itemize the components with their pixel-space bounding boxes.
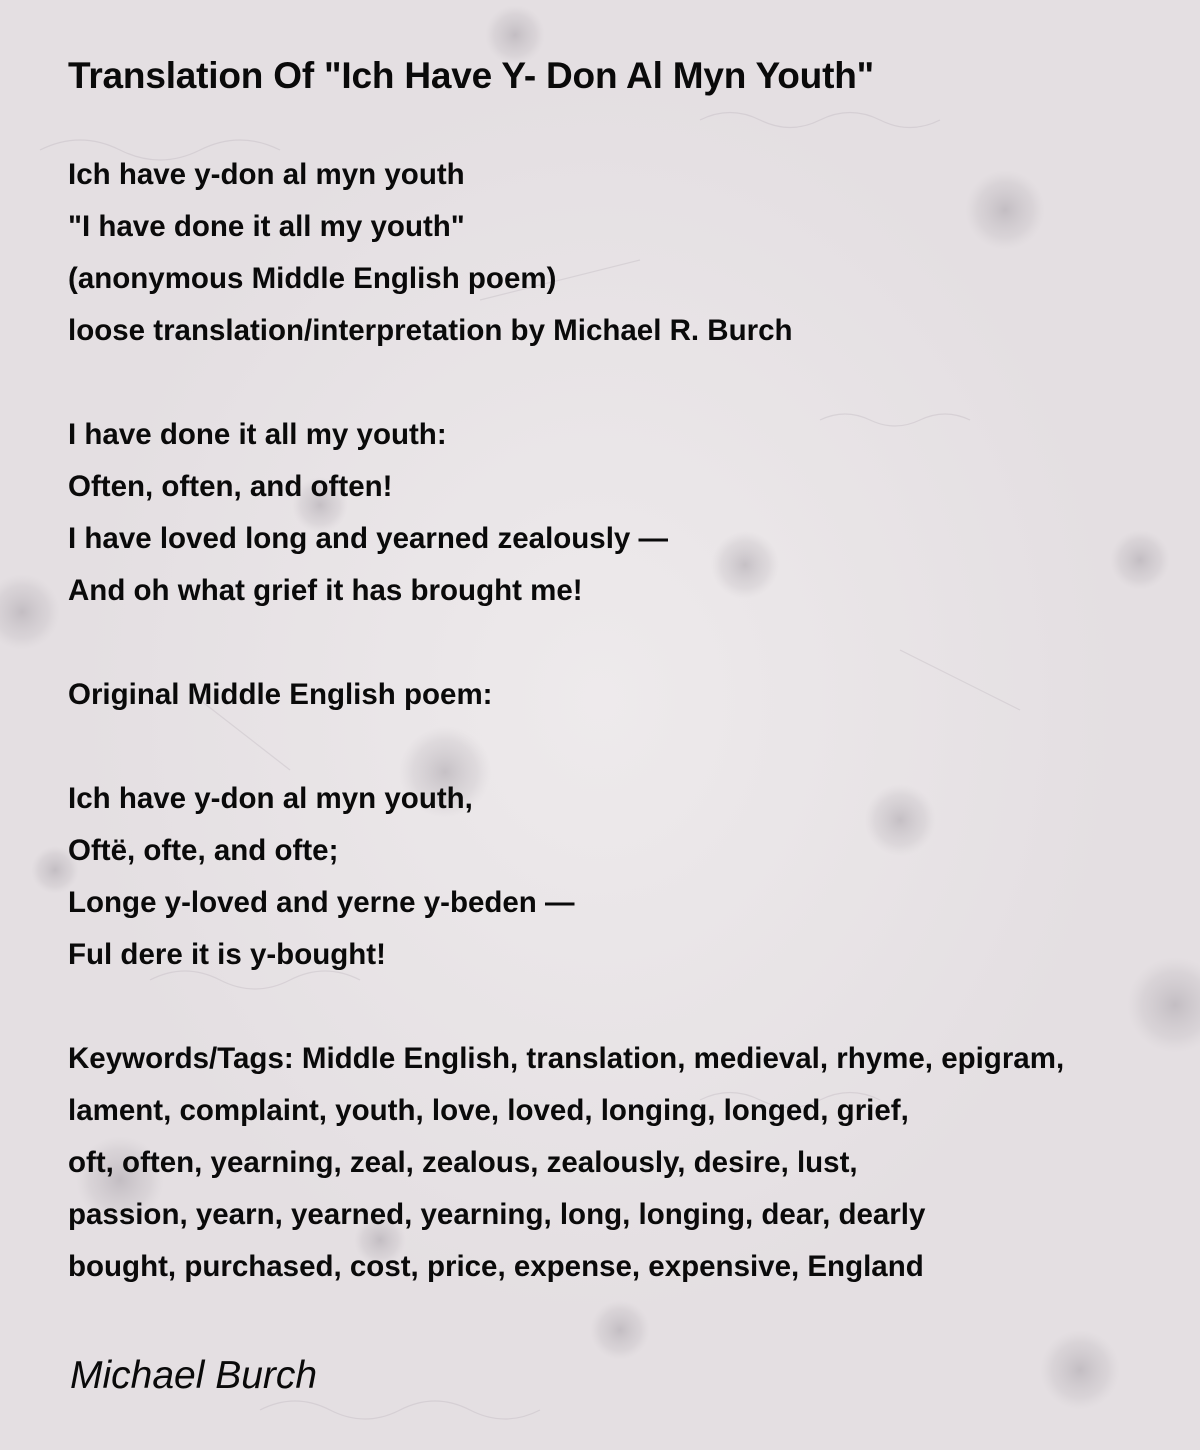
keywords-line: passion, yearn, yearned, yearning, long, longing, dear, dearly — [68, 1198, 926, 1231]
intro-line: loose translation/interpretation by Michael R. Burch — [68, 314, 793, 347]
keywords-line: Keywords/Tags: Middle English, translation, medieval, rhyme, epigram, — [68, 1042, 1065, 1075]
poem-author: Michael Burch — [70, 1354, 318, 1397]
intro-line: Ich have y-don al myn youth — [68, 158, 465, 191]
translation-line: I have loved long and yearned zealously — — [68, 522, 669, 555]
translation-line: And oh what grief it has brought me! — [68, 574, 583, 607]
translation-line: Often, often, and often! — [68, 470, 393, 503]
keywords-line: oft, often, yearning, zeal, zealous, zealously, desire, lust, — [68, 1146, 858, 1179]
keywords-line: lament, complaint, youth, love, loved, longing, longed, grief, — [68, 1094, 909, 1127]
intro-line: "I have done it all my youth" — [68, 210, 465, 243]
original-line: Ich have y-don al myn youth, — [68, 782, 473, 815]
original-heading: Original Middle English poem: — [68, 678, 493, 711]
poem-title: Translation Of "Ich Have Y- Don Al Myn Youth" — [68, 55, 874, 96]
original-line: Oftë, ofte, and ofte; — [68, 834, 339, 867]
keywords-line: bought, purchased, cost, price, expense, expensive, England — [68, 1250, 924, 1283]
original-line: Ful dere it is y-bought! — [68, 938, 386, 971]
original-line: Longe y-loved and yerne y-beden — — [68, 886, 575, 919]
translation-line: I have done it all my youth: — [68, 418, 447, 451]
intro-line: (anonymous Middle English poem) — [68, 262, 557, 295]
